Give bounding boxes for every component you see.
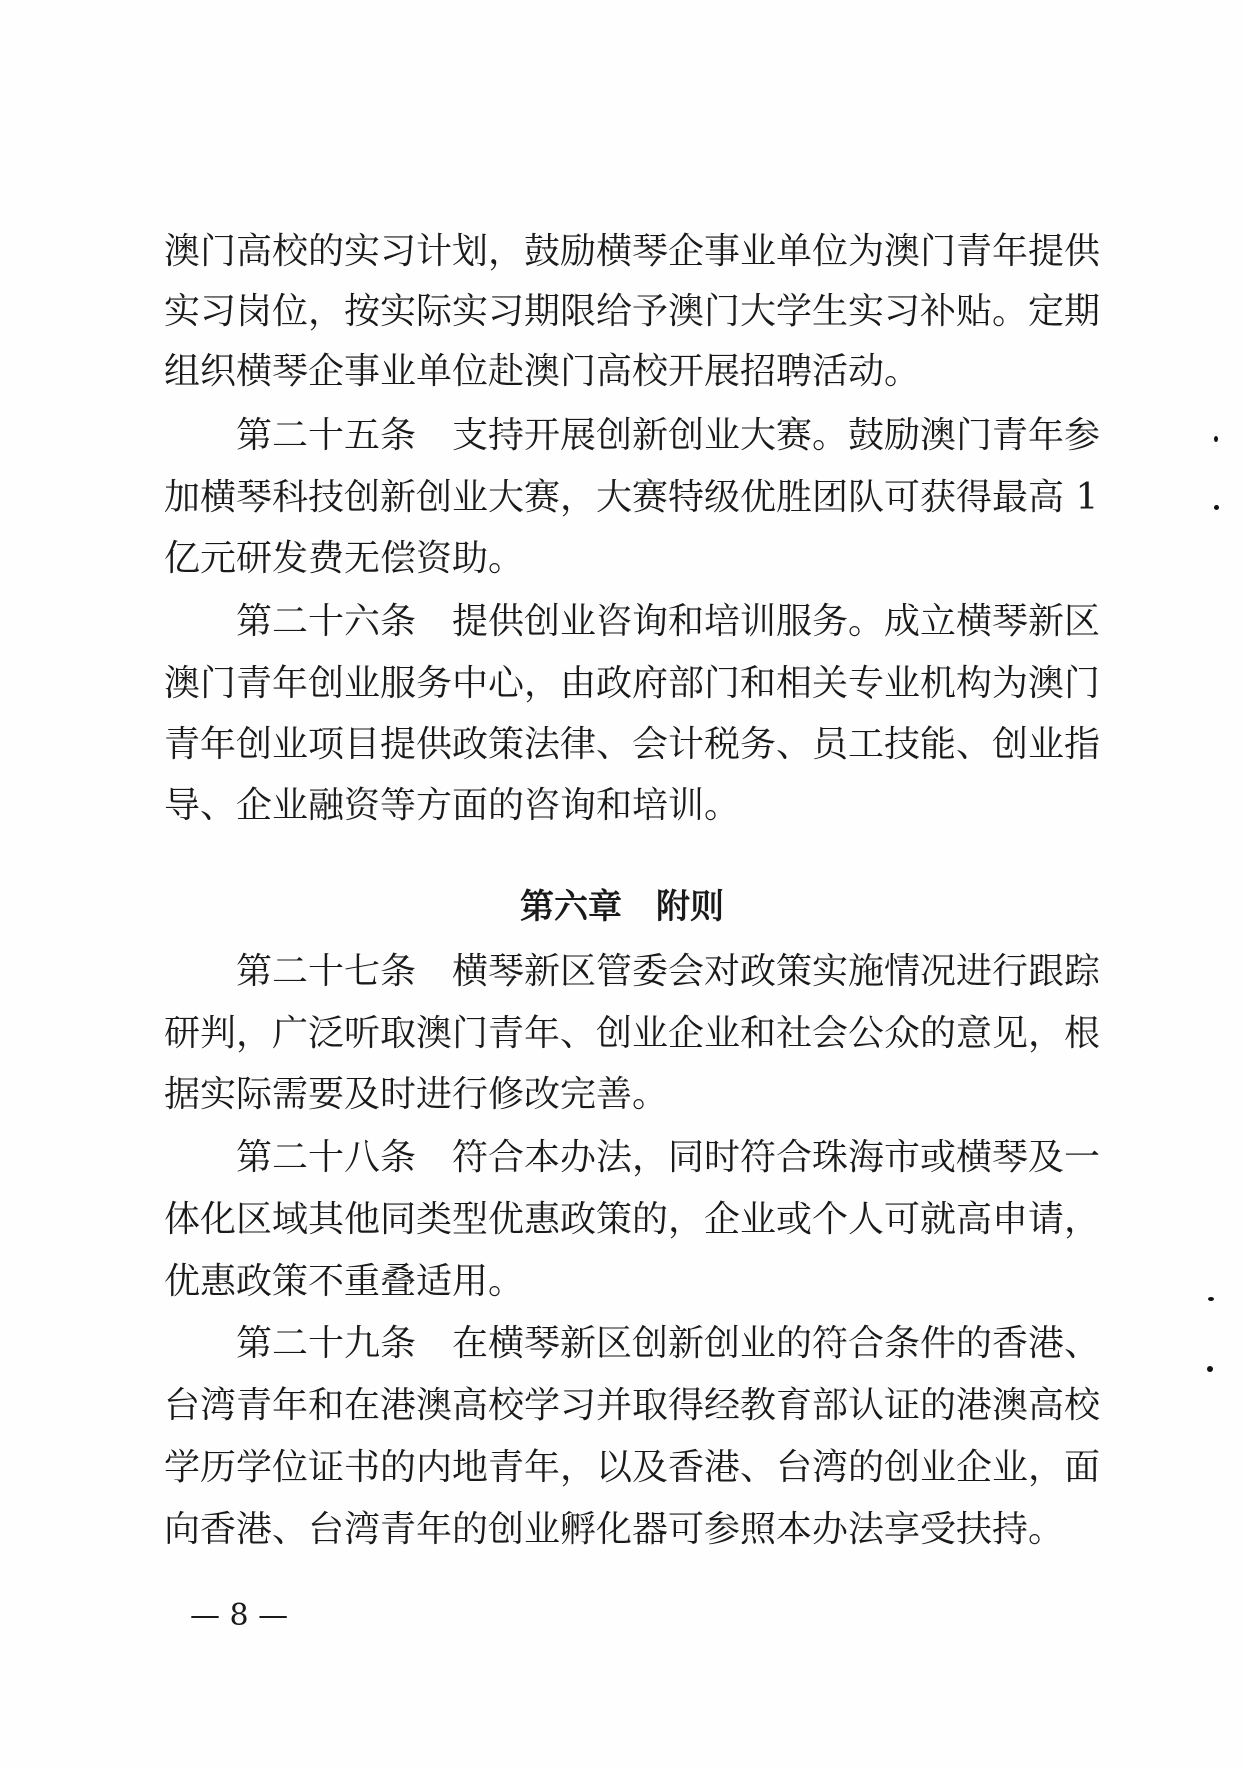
text-line: 第二十九条 在横琴新区创新创业的符合条件的香港、 — [164, 1323, 1101, 1364]
chapter-heading: 第六章 附则 — [520, 887, 724, 927]
text-line: 组织横琴企事业单位赴澳门高校开展招聘活动。 — [164, 351, 921, 392]
text-line: 台湾青年和在港澳高校学习并取得经教育部认证的港澳高校 — [164, 1385, 1101, 1426]
text-line: 青年创业项目提供政策法律、会计税务、员工技能、创业指 — [164, 724, 1101, 765]
text-line: 澳门青年创业服务中心，由政府部门和相关专业机构为澳门 — [164, 663, 1101, 704]
text-line: 第二十八条 符合本办法，同时符合珠海市或横琴及一 — [164, 1137, 1101, 1178]
text-line: 第二十七条 横琴新区管委会对政策实施情况进行跟踪 — [164, 951, 1101, 992]
scan-speck — [1207, 1366, 1213, 1372]
text-line: 研判，广泛听取澳门青年、创业企业和社会公众的意见，根 — [164, 1013, 1101, 1054]
scan-speck — [1214, 505, 1219, 510]
text-line: 加横琴科技创新创业大赛，大赛特级优胜团队可获得最高 1 — [164, 477, 1099, 518]
text-line: 澳门高校的实习计划，鼓励横琴企事业单位为澳门青年提供 — [164, 231, 1101, 272]
text-line: 亿元研发费无偿资助。 — [164, 538, 525, 579]
text-line: 第二十五条 支持开展创新创业大赛。鼓励澳门青年参 — [164, 415, 1101, 456]
text-line: 导、企业融资等方面的咨询和培训。 — [164, 785, 741, 826]
text-line: 优惠政策不重叠适用。 — [164, 1261, 525, 1302]
text-line: 学历学位证书的内地青年，以及香港、台湾的创业企业，面 — [164, 1447, 1101, 1488]
text-line: 据实际需要及时进行修改完善。 — [164, 1074, 669, 1115]
text-line: 第二十六条 提供创业咨询和培训服务。成立横琴新区 — [164, 601, 1101, 642]
text-line: 向香港、台湾青年的创业孵化器可参照本办法享受扶持。 — [164, 1509, 1065, 1550]
scan-speck — [1208, 1297, 1214, 1301]
text-line: 体化区域其他同类型优惠政策的，企业或个人可就高申请， — [164, 1199, 1101, 1240]
scan-speck — [1214, 436, 1218, 442]
page-number: — 8 — — [190, 1598, 289, 1633]
text-line: 实习岗位，按实际实习期限给予澳门大学生实习补贴。定期 — [164, 291, 1101, 332]
